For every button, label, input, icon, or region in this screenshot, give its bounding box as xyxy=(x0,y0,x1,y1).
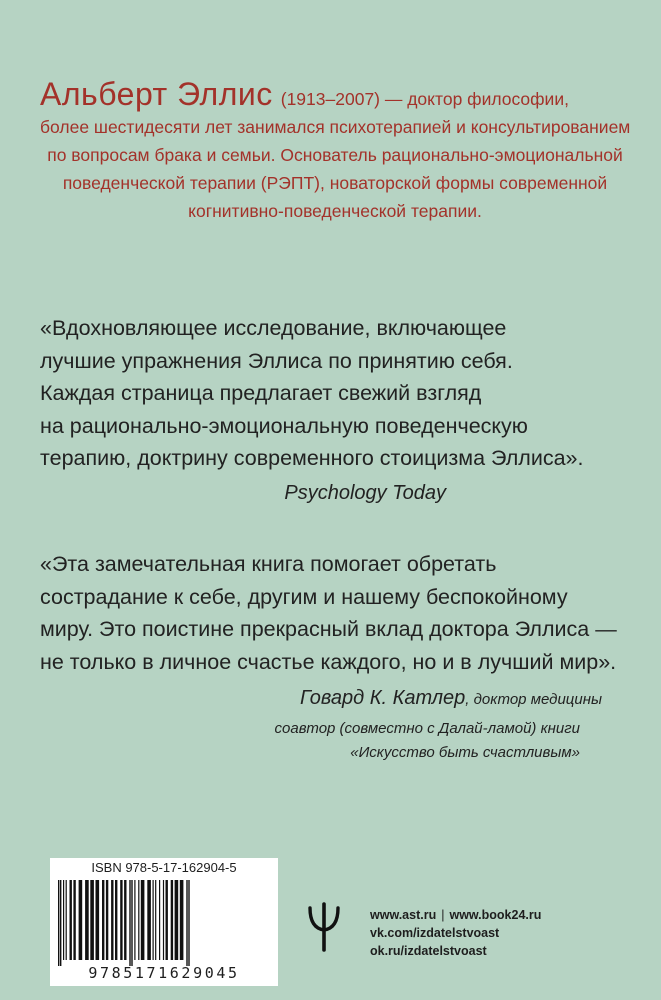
quote2-author-title: , доктор медицины xyxy=(465,691,602,708)
quote2-line-3: не только в личное счастье каждого, но и в лучший мир». xyxy=(40,649,617,674)
barcode-bar xyxy=(180,880,184,960)
links-row-sites xyxy=(370,906,541,924)
isbn-barcode xyxy=(50,858,278,986)
link-vk[interactable]: vk.com/izdatelstvoast xyxy=(370,926,500,940)
bio-line-3: поведенческой терапии (РЭПТ), новаторской формы современной xyxy=(62,173,608,193)
quote2-sub-line-0: соавтор (совместно с Далай-ламой) книги xyxy=(274,719,580,737)
psi-logo-icon xyxy=(306,902,342,952)
barcode-digits: 9785171629045 xyxy=(88,964,240,982)
barcode-bar xyxy=(138,880,139,960)
barcode-bar xyxy=(96,880,100,960)
barcode-guard-bar xyxy=(188,880,189,966)
link-ast[interactable]: www.ast.ru xyxy=(370,908,437,922)
barcode-bar xyxy=(124,880,126,960)
barcode-bar xyxy=(111,880,113,960)
quote-psychology-today xyxy=(40,312,630,509)
quote2-author: Говард К. Катлер xyxy=(300,687,466,709)
barcode-bar xyxy=(159,880,160,960)
barcode-bar xyxy=(147,880,151,960)
isbn-label: ISBN 978-5-17-162904-5 xyxy=(91,860,237,875)
barcode-guard-bar xyxy=(60,880,61,966)
quote2-sub-line-1: «Искусство быть счастливым» xyxy=(350,743,580,761)
quote1-line-2: Каждая страница предлагает свежий взгляд xyxy=(40,381,482,405)
barcode-bar xyxy=(166,880,168,960)
quote2-line-2: миру. Это поистине прекрасный вклад доктора Эллиса — xyxy=(40,617,617,641)
barcode-guard-bar xyxy=(131,880,132,966)
bio-line-1: более шестидесяти лет занимался психотерапией и консультированием xyxy=(40,117,631,137)
quote1-line-3: на рационально-эмоциональную поведенческую xyxy=(40,413,528,438)
link-separator: | xyxy=(441,908,445,922)
barcode-guard-bar xyxy=(129,880,130,966)
author-bio xyxy=(40,76,631,225)
barcode-bar xyxy=(85,880,89,960)
barcode-bar xyxy=(175,880,179,960)
barcode-bar xyxy=(79,880,83,960)
quote-cutler xyxy=(40,548,630,765)
quote2-line-0: «Эта замечательная книга помогает обретать xyxy=(40,552,497,576)
barcode-bar xyxy=(153,880,154,960)
publisher-links xyxy=(370,906,541,960)
quote2-attribution xyxy=(40,682,630,717)
link-ok[interactable]: ok.ru/izdatelstvoast xyxy=(370,944,487,958)
link-book24[interactable]: www.book24.ru xyxy=(449,908,542,922)
barcode-bar xyxy=(115,880,117,960)
barcode-bar xyxy=(63,880,64,960)
barcode-bar xyxy=(90,880,94,960)
author-name: Альберт Эллис xyxy=(40,76,273,112)
bio-first-line xyxy=(40,76,630,113)
barcode-bar xyxy=(163,880,164,960)
quote2-line-1: сострадание к себе, другим и нашему беспокойному xyxy=(40,584,568,609)
barcode-bar xyxy=(155,880,156,960)
quote1-line-0: «Вдохновляющее исследование, включающее xyxy=(40,316,507,340)
barcode-bar xyxy=(141,880,145,960)
quote1-line-4: терапию, доктрину современного стоицизма Эллиса». xyxy=(40,446,584,470)
barcode-guard-bar xyxy=(58,880,59,966)
bio-line-0: (1913–2007) — доктор философии, xyxy=(280,89,569,109)
barcode-bar xyxy=(134,880,135,960)
barcode-bar xyxy=(70,880,72,960)
barcode-bar xyxy=(73,880,75,960)
barcode-bar xyxy=(102,880,104,960)
bio-line-2: по вопросам брака и семьи. Основатель рационально-эмоциональной xyxy=(47,145,623,165)
bio-line-4: когнитивно-поведенческой терапии. xyxy=(188,201,482,221)
barcode-bar xyxy=(106,880,108,960)
quote1-line-1: лучшие упражнения Эллиса по принятию себя. xyxy=(40,348,513,373)
barcode-bar xyxy=(171,880,173,960)
barcode-guard-bar xyxy=(186,880,187,966)
quote1-attribution: Psychology Today xyxy=(284,481,446,504)
barcode-bars xyxy=(56,880,272,968)
barcode-bar xyxy=(66,880,67,960)
barcode-bar xyxy=(120,880,122,960)
